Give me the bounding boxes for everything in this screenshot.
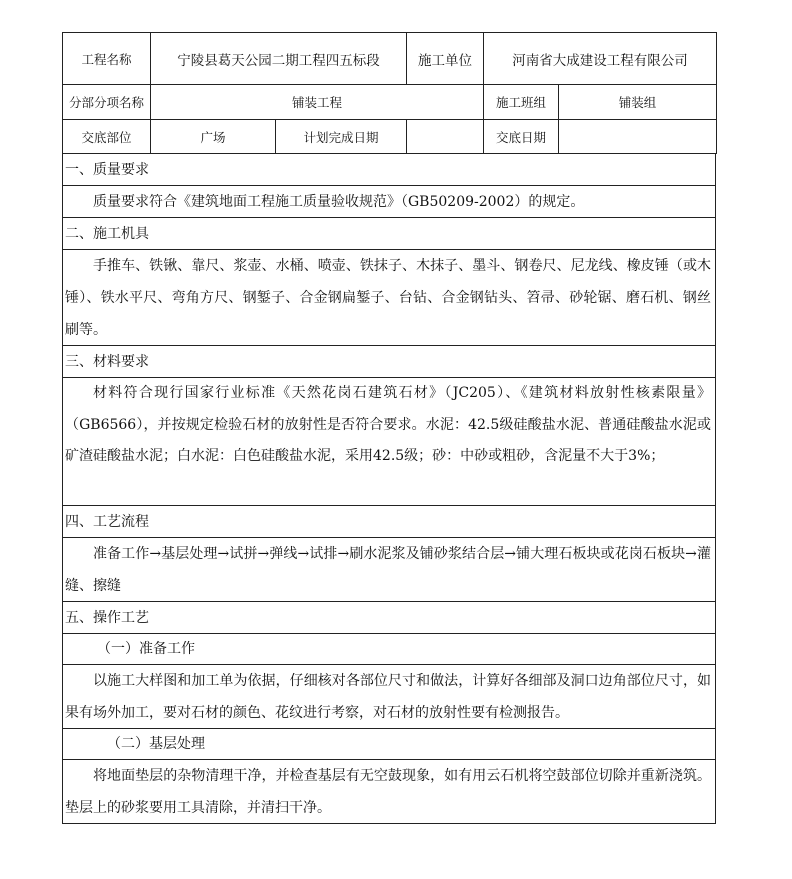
material-text: 材料符合现行国家行业标准《天然花岗石建筑石材》（JC205）、《建筑材料放射性核素限量》（GB6566），并按规定检验石材的放射性是否符合要求。水泥：42.5级硅酸盐水泥、普通硅酸盐水泥或矿渣硅酸盐水泥；白水泥：白色硅酸盐水泥，采用42.5级；砂：中砂或粗砂，含泥量不大于3%；	[62, 378, 716, 506]
technical-disclosure-form	[62, 32, 716, 824]
prep-text: 以施工大样图和加工单为依据，仔细核对各部位尺寸和做法，计算好各细部及洞口边角部位尺寸，如果有场外加工，要对石材的颜色、花纹进行考察，对石材的放射性要有检测报告。	[62, 665, 716, 729]
subproject-label: 分部分项名称	[63, 85, 151, 120]
project-name-value: 宁陵县葛天公园二期工程四五标段	[151, 33, 407, 85]
base-text: 将地面垫层的杂物清理干净，并检查基层有无空鼓现象，如有用云石机将空鼓部位切除并重新浇筑。垫层上的砂浆要用工具清除，并清扫干净。	[62, 760, 716, 824]
plan-date-value	[407, 120, 484, 154]
location-label: 交底部位	[63, 120, 151, 154]
process-title: 四、工艺流程	[62, 506, 716, 538]
handover-date-value	[559, 120, 717, 154]
team-value: 铺装组	[559, 85, 717, 120]
location-value: 广场	[151, 120, 276, 154]
project-name-label: 工程名称	[63, 33, 151, 85]
team-label: 施工班组	[484, 85, 559, 120]
tools-text: 手推车、铁锹、靠尺、浆壶、水桶、喷壶、铁抹子、木抹子、墨斗、钢卷尺、尼龙线、橡皮锤（或木锤）、铁水平尺、弯角方尺、钢錾子、合金钢扁錾子、台钻、合金钢钻头、笤帚、砂轮锯、磨石机、钢丝刷等。	[62, 250, 716, 346]
plan-date-label: 计划完成日期	[276, 120, 407, 154]
header-table	[62, 32, 717, 154]
quality-title: 一、质量要求	[62, 154, 716, 186]
tools-title: 二、施工机具	[62, 218, 716, 250]
subproject-value: 铺装工程	[151, 85, 484, 120]
handover-date-label: 交底日期	[484, 120, 559, 154]
base-title: （二）基层处理	[62, 729, 716, 760]
operation-title: 五、操作工艺	[62, 602, 716, 634]
process-text: 准备工作→基层处理→试拼→弹线→试排→刷水泥浆及铺砂浆结合层→铺大理石板块或花岗石板块→灌缝、擦缝	[62, 538, 716, 602]
contractor-value: 河南省大成建设工程有限公司	[484, 33, 717, 85]
prep-title: （一）准备工作	[62, 634, 716, 665]
quality-text: 质量要求符合《建筑地面工程施工质量验收规范》（GB50209-2002）的规定。	[62, 186, 716, 218]
material-title: 三、材料要求	[62, 346, 716, 378]
contractor-label: 施工单位	[407, 33, 484, 85]
